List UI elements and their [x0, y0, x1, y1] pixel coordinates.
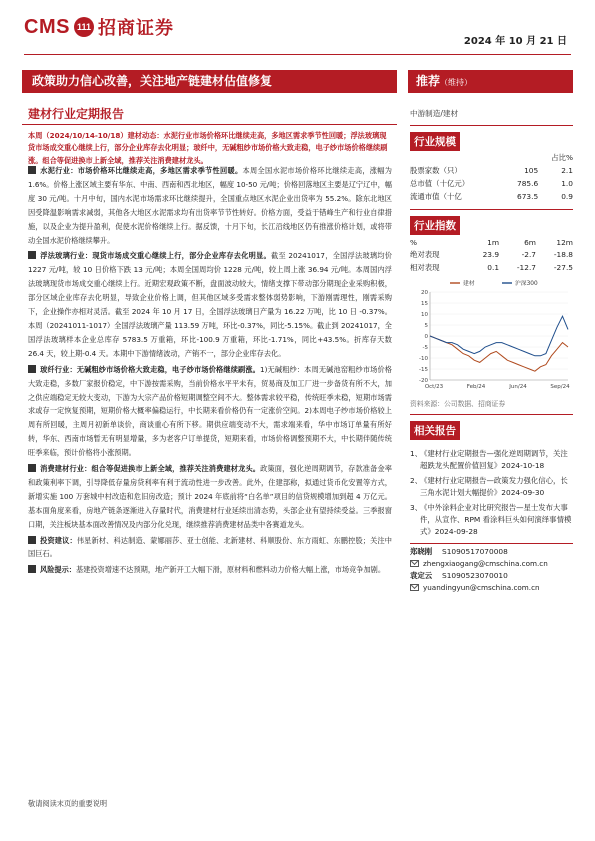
sidebar-divider — [410, 125, 573, 126]
logo-cn-text: 招商证券 — [97, 18, 174, 39]
cell-6m: -2.7 — [521, 250, 536, 259]
footer-note: 敬请阅读末页的重要说明 — [28, 799, 108, 808]
y-tick-label: 10 — [421, 312, 428, 318]
table-row — [410, 248, 573, 261]
analyst-row — [410, 546, 573, 557]
analyst-name: 袁定云 — [410, 571, 433, 581]
legend-label: 沪深300 — [515, 281, 538, 287]
analyst-name: 郑晓刚 — [410, 547, 433, 557]
bullet-square-icon — [28, 464, 36, 472]
table-row — [410, 177, 573, 190]
col-header-pct: 占比% — [551, 153, 573, 162]
y-tick-label: 5 — [424, 323, 428, 329]
paragraph-lead: 消费建材行业：组合等促进换市上新全域，推荐关注消费建材龙头。 — [40, 464, 261, 474]
paragraph-fiberglass — [28, 363, 392, 460]
related-report-text: 《建材行业定期报告—强化逆周期调节，关注超跌龙头配置价值回复》2024-10-18 — [420, 449, 568, 470]
paragraph-consumer-materials — [28, 462, 392, 532]
sidebar-divider — [410, 543, 573, 544]
related-report-item[interactable]: 1、 《建材行业定期报告—强化逆周期调节，关注超跌龙头配置价值回复》2024-10-18 — [410, 449, 568, 470]
analyst-email-row[interactable] — [410, 559, 573, 568]
index-chart-svg — [410, 276, 573, 396]
y-tick-label: -5 — [422, 345, 428, 351]
analyst-block — [410, 546, 573, 592]
logo-text: CMS — [24, 15, 70, 38]
cell-12m: -18.8 — [553, 250, 573, 259]
cell-1m: 0.1 — [487, 263, 500, 272]
analyst-email[interactable]: yuandingyun@cmschina.com.cn — [423, 583, 540, 593]
related-report-item[interactable]: 3、 《中外涂料企业对比研究报告—星士发布大事件，从宣作、RPM 看涂料巨头如何演绎事情模式》2024-09-28 — [410, 503, 572, 536]
cell-6m: -12.7 — [516, 263, 536, 272]
paragraph-lead: 玻纤行业：无碱粗纱市场价格大致走稳，电子纱市场价格继续刷涨。 — [40, 364, 261, 374]
analyst-id: S1090517070008 — [442, 547, 508, 557]
paragraph-cement — [28, 164, 392, 247]
industry-label: 中游制造/建材 — [410, 109, 459, 118]
report-date: 2024 年 10 月 21 日 — [463, 36, 567, 47]
sidebar-divider — [410, 209, 573, 210]
table-row — [410, 190, 573, 203]
paragraph-body: 本周全国水泥市场价格环比继续走高，涨幅为 1.6%。价格上涨区域主要有华东、中南、西南和西北地区，幅度 10-50 元/吨；价格回落地区主要是辽宁辽中，幅度 30 元/吨。十月中旬，国内水泥市场需求环比继续提升，全国重点地区水泥企业出货率为 55.2%。除东北地区因受降温影响需求减弱，其他各大地区水泥需求均有出货率节节性转好。价格方面，受益于错峰生产和行业自律措施，以及企业为提升盈利，促使水泥价格继续上行。据反馈，十月下旬，长江沿线地区仍有推涨价格计划，或将带动全国水泥价格继续攀升。 — [28, 166, 392, 245]
y-tick-label: -15 — [419, 367, 428, 373]
table-row — [410, 261, 573, 274]
legend-label: 建材 — [463, 281, 475, 287]
section-head-scale: 行业规模 — [410, 132, 460, 151]
y-tick-label: 20 — [421, 290, 428, 296]
paragraph-body: 1)无碱粗纱：本周无碱池窑粗纱市场价格大致走稳，多数厂家报价稳定，中下游按需采购，当前价格水平平未有，贸易商及加工厂进一步备货有所不大，加之供应端稳定无较大变动，下游为大宗产品价格短期调整空间不大。整体需求较平稳，传统旺季未稳，短期市场需求或存一定恢复预期，短期价格大概率偏稳运行，中长期来看价格仍有一定涨价空间。2)本周电子纱市场价格较上周有所回暖，主周月初新单谈价，商谈重心有所下移。期供应端变动不大，需求端来看，华中市场订单量有所好转，华东、西南市场暂无有明显增量，多为老客户订单提货，短期来看，市场价格调整预期不大，中长期伴随传统旺季来临，预计价格将小涨预期。 — [28, 364, 392, 458]
row-pct: 0.9 — [561, 192, 573, 201]
subtitle-divider — [22, 124, 397, 125]
section-head-index: 行业指数 — [410, 216, 460, 235]
analyst-row — [410, 570, 573, 581]
rating-sub: （维持） — [440, 78, 473, 87]
series-line-building-materials — [430, 336, 568, 371]
row-label: 相对表现 — [410, 263, 440, 272]
performance-table — [410, 237, 573, 274]
page-header — [0, 0, 595, 64]
header-divider — [24, 54, 571, 55]
bullet-square-icon — [28, 565, 36, 573]
intro-summary: 本周（2024/10/14-10/18）建材动态：水泥行业市场价格环比继续走高，多地区需求季节性回暖；浮法玻璃现货市场成交重心继续上行，部分企业库存去化明显；玻纤中，无碱粗纱市场价格大致走稳，电子纱市场价格继续刷涨。组合等促进换市上新全域，推荐关注消费建材龙头。 — [28, 131, 388, 165]
cell-1m: 23.9 — [482, 250, 500, 259]
y-tick-label: 15 — [421, 301, 428, 307]
row-pct: 1.0 — [561, 179, 573, 188]
row-pct: 2.1 — [561, 166, 573, 175]
row-label: 总市值（十亿元） — [410, 179, 470, 188]
bullet-square-icon — [28, 166, 36, 174]
y-tick-label: 0 — [424, 334, 428, 340]
row-label: 股票家数（只） — [410, 166, 462, 175]
x-tick-label: Jun/24 — [509, 384, 527, 390]
paragraph-body: 基建投资增速不达预期，地产新开工大幅下滑，原材料和燃料动力价格大幅上涨，市场竞争加剧。 — [75, 565, 386, 575]
analyst-id: S1090523070010 — [442, 571, 508, 581]
related-reports-list — [410, 448, 573, 537]
paragraph-lead: 风险提示： — [40, 565, 76, 575]
main-content — [28, 164, 392, 579]
envelope-icon — [410, 560, 419, 567]
col-header: 12m — [556, 238, 573, 247]
row-value: 105 — [524, 166, 539, 175]
row-value: 673.5 — [517, 192, 539, 201]
report-subtitle: 建材行业定期报告 — [28, 107, 125, 121]
logo-mark-icon: 111 — [74, 17, 94, 37]
paragraph-lead: 浮法玻璃行业：现货市场成交重心继续上行，部分企业库存去化明显。 — [40, 251, 271, 261]
x-tick-label: Oct/23 — [424, 384, 444, 390]
index-chart — [410, 276, 573, 396]
paragraph-glass — [28, 249, 392, 360]
cell-12m: -27.5 — [553, 263, 573, 272]
row-label: 绝对表现 — [410, 250, 440, 259]
cms-logo — [24, 14, 174, 40]
paragraph-investment — [28, 534, 392, 562]
related-report-item[interactable]: 2、 《建材行业定期报告—政策发力强化信心，长三角水泥计划大幅提价》2024-09-30 — [410, 476, 568, 497]
rating-badge — [408, 70, 573, 93]
analyst-email-row[interactable] — [410, 583, 573, 592]
x-tick-label: Feb/24 — [466, 384, 486, 390]
bullet-square-icon — [28, 251, 36, 259]
x-tick-label: Sep/24 — [550, 384, 570, 390]
paragraph-body: 截至 20241017，全国浮法玻璃均价 1227 元/吨，较 10 日价格下跌 13 元/吨；本周全国周均价 1228 元/吨，较上周上涨 36.94 元/吨。本周国内浮法玻璃现货市场成交重心继续上行。近期宏观政策不断，盘面波动较大，情绪支撑下带动部分期现企业采购积极，部分区域企业库存去化明显，导致企业价格上调，但其他区域多受需求整体弱势影响，下游刚需理性，刚需采购下，企业操作亦相对灵活。截至 2024 年 10 月 17 日，全国浮法玻璃日产量为 16.22 万吨，比 10 日 -0.37%。本周（20241011-1017）全国浮法玻璃产量 113.59 万吨，环比-0.37%，同比-5.15%。截止到 20241017，全国浮法玻璃样本企业总库存 5783.5 万重箱，环比-100.9 万重箱，环比-1.71%，同比+43.5%。折库存天数 26.4 天，较上期-0.4 天。本期中下游情绪波动，产销不一，部分企业库存去化。 — [28, 251, 392, 358]
table-header-row — [410, 151, 573, 164]
bullet-square-icon — [28, 536, 36, 544]
paragraph-lead: 投资建议： — [40, 535, 77, 545]
analyst-email[interactable]: zhengxiaogang@cmschina.com.cn — [423, 559, 548, 569]
rating-label: 推荐 — [416, 74, 441, 88]
row-value: 785.6 — [517, 179, 539, 188]
col-header: % — [410, 238, 418, 247]
table-header-row — [410, 237, 573, 248]
sidebar-divider — [410, 414, 573, 415]
row-label: 流通市值（十亿 — [410, 192, 462, 201]
col-header: 1m — [487, 238, 500, 247]
y-tick-label: -20 — [419, 378, 428, 384]
report-title: 政策助力信心改善，关注地产链建材估值修复 — [22, 70, 397, 93]
paragraph-body: 政策面，强化逆周期调节，存款准备金率和政策利率下调，引导降低存量房贷利率有利于流动性进一步改善。此外，住建部称，拟通过货币化安置等方式，新增实施 100 万套城中村改造和危旧房改造；预计 2024 年底前将“白名单”项目的信贷规模增加到超 4 万亿元。基本面角度来看，房地产链条逐渐进入存量时代，消费建材行业延续出清态势，头部企业有望持续受益。三季报窗口期，关注板块基本面改善情况及内部分化兑现，继续推荐消费建材品类中各赛道龙头。 — [28, 464, 392, 529]
scale-table — [410, 151, 573, 203]
paragraph-risk — [28, 563, 392, 577]
envelope-icon — [410, 584, 419, 591]
section-head-related: 相关报告 — [410, 421, 460, 440]
paragraph-lead: 水泥行业：市场价格环比继续走高，多地区需求季节性回暖。 — [40, 166, 243, 175]
y-tick-label: -10 — [419, 356, 428, 362]
table-row — [410, 164, 573, 177]
related-report-text: 《建材行业定期报告—政策发力强化信心，长三角水泥计划大幅提价》2024-09-30 — [420, 476, 568, 497]
sidebar — [410, 100, 573, 592]
related-report-text: 《中外涂料企业对比研究报告—星士发布大事件，从宣作、RPM 看涂料巨头如何演绎事情模式》2024-09-28 — [420, 503, 572, 536]
col-header: 6m — [524, 238, 536, 247]
chart-source: 资料来源：公司数据、招商证券 — [410, 400, 506, 408]
bullet-square-icon — [28, 365, 36, 373]
paragraph-body: 伟星新材、科达制造、蒙娜丽莎、亚士创能、北新建材、科顺股份、东方雨虹、东鹏控股；关注中国巨石。 — [28, 535, 392, 559]
